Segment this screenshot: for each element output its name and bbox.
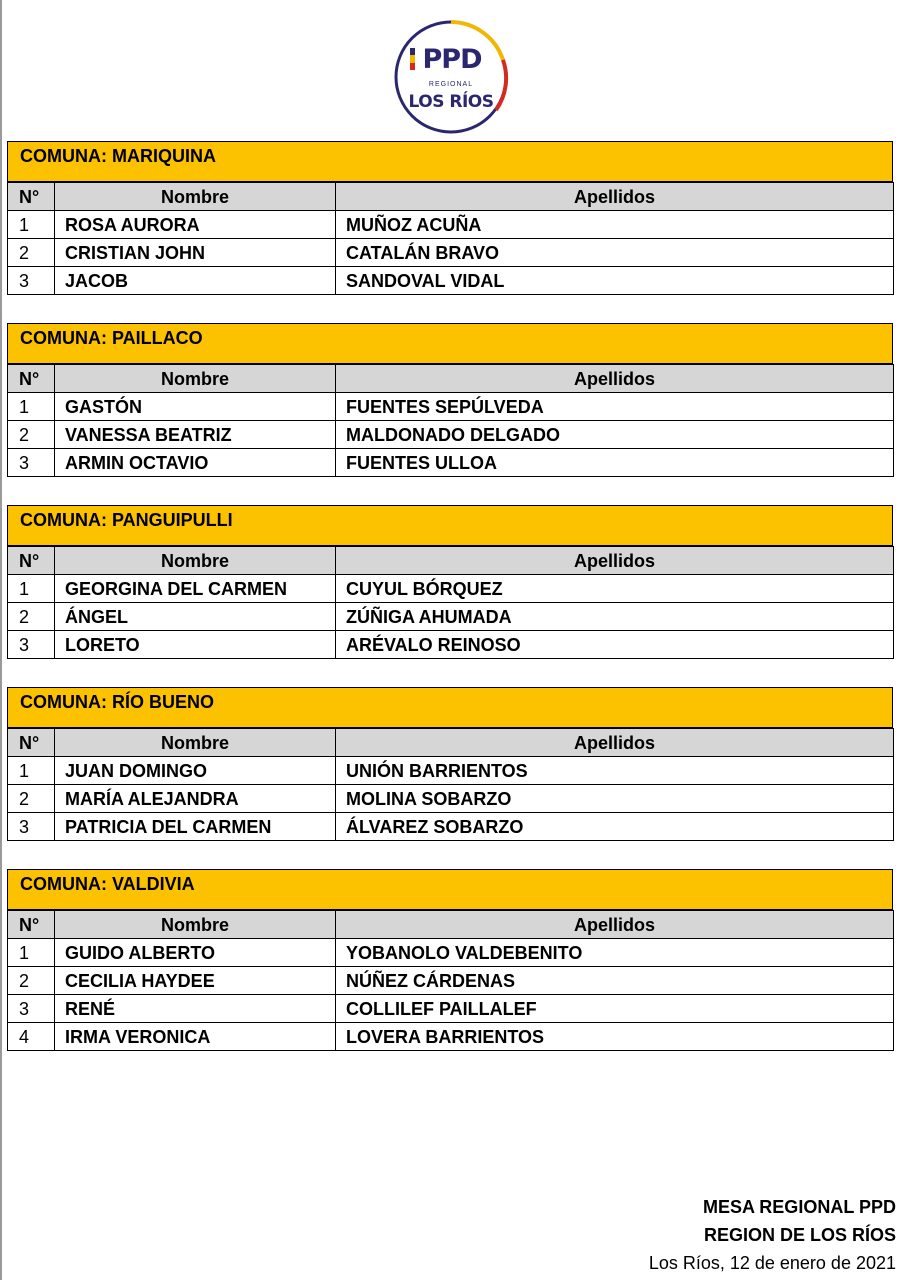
- comuna-table: [7, 869, 893, 1051]
- column-header-num: N°: [8, 365, 55, 393]
- row-apellidos: COLLILEF PAILLALEF: [336, 995, 894, 1023]
- comuna-title: COMUNA: RÍO BUENO: [7, 687, 893, 728]
- column-header-nombre: Nombre: [55, 365, 336, 393]
- row-apellidos: MALDONADO DELGADO: [336, 421, 894, 449]
- comuna-table: [7, 687, 893, 841]
- table-row: [8, 1023, 894, 1051]
- row-number: 2: [8, 785, 55, 813]
- comuna-table: [7, 323, 893, 477]
- row-nombre: PATRICIA DEL CARMEN: [55, 813, 336, 841]
- row-number: 2: [8, 239, 55, 267]
- row-nombre: CECILIA HAYDEE: [55, 967, 336, 995]
- candidates-table: [7, 546, 894, 659]
- row-apellidos: UNIÓN BARRIENTOS: [336, 757, 894, 785]
- footer-line-1: MESA REGIONAL PPD: [702, 1197, 896, 1217]
- column-header-apellidos: Apellidos: [336, 729, 894, 757]
- comuna-table: [7, 505, 893, 659]
- column-header-num: N°: [8, 729, 55, 757]
- row-nombre: ÁNGEL: [55, 603, 336, 631]
- row-number: 2: [8, 967, 55, 995]
- row-number: 1: [8, 211, 55, 239]
- table-row: [8, 239, 894, 267]
- column-header-num: N°: [8, 911, 55, 939]
- row-apellidos: FUENTES SEPÚLVEDA: [336, 393, 894, 421]
- page-edge: [0, 0, 2, 1280]
- row-nombre: RENÉ: [55, 995, 336, 1023]
- row-nombre: LORETO: [55, 631, 336, 659]
- row-apellidos: MUÑOZ ACUÑA: [336, 211, 894, 239]
- candidates-table: [7, 728, 894, 841]
- row-number: 3: [8, 267, 55, 295]
- row-number: 1: [8, 939, 55, 967]
- candidates-table: [7, 910, 894, 1051]
- row-number: 3: [8, 631, 55, 659]
- row-apellidos: ÁLVAREZ SOBARZO: [336, 813, 894, 841]
- table-row: [8, 785, 894, 813]
- row-nombre: VANESSA BEATRIZ: [55, 421, 336, 449]
- column-header-apellidos: Apellidos: [336, 547, 894, 575]
- candidates-table: [7, 182, 894, 295]
- row-number: 3: [8, 449, 55, 477]
- row-apellidos: MOLINA SOBARZO: [336, 785, 894, 813]
- comuna-table: [7, 141, 893, 295]
- row-number: 2: [8, 603, 55, 631]
- column-header-nombre: Nombre: [55, 729, 336, 757]
- candidates-table: [7, 364, 894, 477]
- header-row: [8, 365, 894, 393]
- header-row: [8, 183, 894, 211]
- row-number: 3: [8, 995, 55, 1023]
- table-row: [8, 449, 894, 477]
- header-row: [8, 547, 894, 575]
- footer-date: Los Ríos, 12 de enero de 2021: [648, 1253, 896, 1273]
- row-apellidos: YOBANOLO VALDEBENITO: [336, 939, 894, 967]
- table-row: [8, 603, 894, 631]
- row-apellidos: CATALÁN BRAVO: [336, 239, 894, 267]
- row-number: 1: [8, 393, 55, 421]
- row-nombre: GEORGINA DEL CARMEN: [55, 575, 336, 603]
- column-header-nombre: Nombre: [55, 911, 336, 939]
- header-row: [8, 911, 894, 939]
- logo-ring-icon: [392, 18, 510, 136]
- row-apellidos: NÚÑEZ CÁRDENAS: [336, 967, 894, 995]
- row-nombre: GASTÓN: [55, 393, 336, 421]
- table-row: [8, 575, 894, 603]
- table-row: [8, 421, 894, 449]
- comuna-title: COMUNA: MARIQUINA: [7, 141, 893, 182]
- row-number: 1: [8, 757, 55, 785]
- column-header-nombre: Nombre: [55, 547, 336, 575]
- column-header-num: N°: [8, 547, 55, 575]
- row-nombre: MARÍA ALEJANDRA: [55, 785, 336, 813]
- table-row: [8, 813, 894, 841]
- row-apellidos: LOVERA BARRIENTOS: [336, 1023, 894, 1051]
- footer: [649, 1193, 896, 1277]
- table-row: [8, 995, 894, 1023]
- row-nombre: JACOB: [55, 267, 336, 295]
- column-header-num: N°: [8, 183, 55, 211]
- header-row: [8, 729, 894, 757]
- row-apellidos: CUYUL BÓRQUEZ: [336, 575, 894, 603]
- ppd-logo: [392, 18, 510, 136]
- table-row: [8, 939, 894, 967]
- logo-regional: REGIONAL: [428, 81, 474, 88]
- comuna-title: COMUNA: PAILLACO: [7, 323, 893, 364]
- row-nombre: GUIDO ALBERTO: [55, 939, 336, 967]
- row-number: 2: [8, 421, 55, 449]
- row-nombre: ROSA AURORA: [55, 211, 336, 239]
- row-number: 4: [8, 1023, 55, 1051]
- footer-line-2: REGION DE LOS RÍOS: [703, 1225, 896, 1245]
- row-apellidos: ZÚÑIGA AHUMADA: [336, 603, 894, 631]
- column-header-apellidos: Apellidos: [336, 183, 894, 211]
- column-header-nombre: Nombre: [55, 183, 336, 211]
- row-apellidos: ARÉVALO REINOSO: [336, 631, 894, 659]
- table-row: [8, 967, 894, 995]
- column-header-apellidos: Apellidos: [336, 365, 894, 393]
- table-row: [8, 267, 894, 295]
- table-row: [8, 757, 894, 785]
- row-nombre: JUAN DOMINGO: [55, 757, 336, 785]
- row-apellidos: SANDOVAL VIDAL: [336, 267, 894, 295]
- column-header-apellidos: Apellidos: [336, 911, 894, 939]
- row-nombre: ARMIN OCTAVIO: [55, 449, 336, 477]
- row-nombre: CRISTIAN JOHN: [55, 239, 336, 267]
- row-apellidos: FUENTES ULLOA: [336, 449, 894, 477]
- logo-region: LOS RÍOS: [408, 92, 494, 112]
- row-nombre: IRMA VERONICA: [55, 1023, 336, 1051]
- table-row: [8, 631, 894, 659]
- comuna-title: COMUNA: PANGUIPULLI: [7, 505, 893, 546]
- logo-brand: PPD: [422, 44, 482, 75]
- comuna-title: COMUNA: VALDIVIA: [7, 869, 893, 910]
- row-number: 3: [8, 813, 55, 841]
- table-row: [8, 393, 894, 421]
- table-row: [8, 211, 894, 239]
- row-number: 1: [8, 575, 55, 603]
